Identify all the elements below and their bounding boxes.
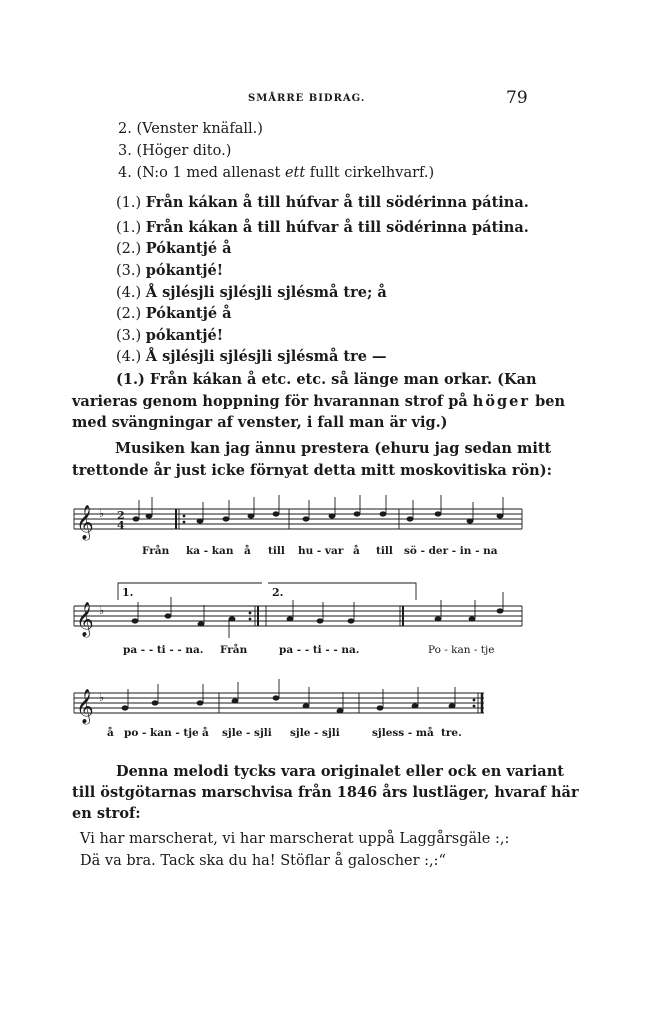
- paragraph-line: Denna melodi tycks vara originalet eller ock en variant: [116, 763, 564, 780]
- lyric-syllable: po - kan - tje: [124, 727, 199, 739]
- lyric-syllable: ka - kan: [186, 545, 234, 557]
- verse-line: (4.) Å sjlésjli sjlésjli sjlésmå tre; å: [116, 284, 387, 301]
- lyric-syllable: å: [107, 727, 114, 739]
- lyric-syllable: å: [353, 545, 360, 557]
- lyric-syllable: till: [376, 545, 393, 557]
- treble-clef-icon: 𝄞: [76, 689, 94, 724]
- lyric-syllable: till: [268, 545, 285, 557]
- poem-line: Dä va bra. Tack ska du ha! Stöflar å galoscher :,:“: [80, 853, 446, 869]
- paragraph-line: (1.) Från kákan å etc. etc. så länge man orkar. (Kan: [116, 371, 537, 388]
- treble-clef-icon: 𝄞: [76, 602, 94, 637]
- lyric-syllable: pa - - ti - - na.: [123, 644, 204, 656]
- paragraph-line: trettonde år just icke förnyat detta mitt moskovitiska rön):: [72, 462, 552, 479]
- treble-clef-icon: 𝄞: [76, 505, 94, 540]
- lyric-syllable: å: [244, 545, 251, 557]
- verse-line: (2.) Pókantjé å: [116, 240, 232, 257]
- lyric-syllable: Po - kan - tje: [428, 644, 495, 656]
- paragraph-line: en strof:: [72, 805, 141, 822]
- instruction-line: 4. (N:o 1 med allenast ett fullt cirkelhvarf.): [118, 165, 435, 181]
- time-signature-top: 2: [117, 509, 125, 522]
- paragraph-line: varieras genom hoppning för hvarannan strof på höger ben: [72, 393, 565, 410]
- lyric-syllable: tre.: [441, 727, 462, 739]
- lyric-syllable: sjless - må: [372, 727, 434, 739]
- volta-1: 1.: [122, 586, 134, 599]
- page-number: 79: [506, 88, 528, 108]
- lyric-syllable: Från: [142, 545, 170, 557]
- instruction-line: 3. (Höger dito.): [118, 143, 232, 159]
- lyric-syllable: sö - der - in - na: [404, 545, 498, 557]
- flat-icon: ♭: [99, 507, 105, 520]
- time-signature-bottom: 4: [117, 519, 125, 532]
- lyric-syllable: pa - - ti - - na.: [279, 644, 360, 656]
- staff-lines: [74, 509, 522, 529]
- lyric-syllable: Från: [220, 644, 248, 656]
- lyric-syllable: sjle - sjli: [222, 727, 272, 739]
- running-header: SMÅRRE BIDRAG.: [248, 93, 366, 104]
- verse-line: (1.) Från kákan å till húfvar å till södérinna pátina.: [116, 219, 529, 236]
- notes: [132, 592, 503, 638]
- lyric-syllable: hu - var: [298, 545, 344, 557]
- verse-line: (3.) pókantjé!: [116, 327, 224, 344]
- paragraph-line: till östgötarnas marschvisa från 1846 års lustläger, hvaraf här: [72, 784, 579, 801]
- paragraph-line: med svängningar af venster, i fall man är vig.): [72, 414, 448, 431]
- instruction-line: 2. (Venster knäfall.): [118, 121, 263, 137]
- verse-line: (2.) Pókantjé å: [116, 305, 232, 322]
- flat-icon: ♭: [99, 691, 105, 704]
- verse-line: (1.) Från kákan å till húfvar å till södérinna pátina.: [116, 194, 529, 211]
- flat-icon: ♭: [99, 604, 105, 617]
- lyric-syllable: å: [202, 727, 209, 739]
- volta-2: 2.: [272, 586, 284, 599]
- verse-line: (3.) pókantjé!: [116, 262, 224, 279]
- paragraph-line: Musiken kan jag ännu prestera (ehuru jag sedan mitt: [115, 440, 552, 457]
- staff-lines: [74, 606, 522, 626]
- verse-line: (4.) Å sjlésjli sjlésjli sjlésmå tre —: [116, 348, 387, 365]
- lyric-syllable: sjle - sjli: [290, 727, 340, 739]
- poem-line: Vi har marscherat, vi har marscherat uppå Laggårsgäle :,:: [80, 831, 510, 847]
